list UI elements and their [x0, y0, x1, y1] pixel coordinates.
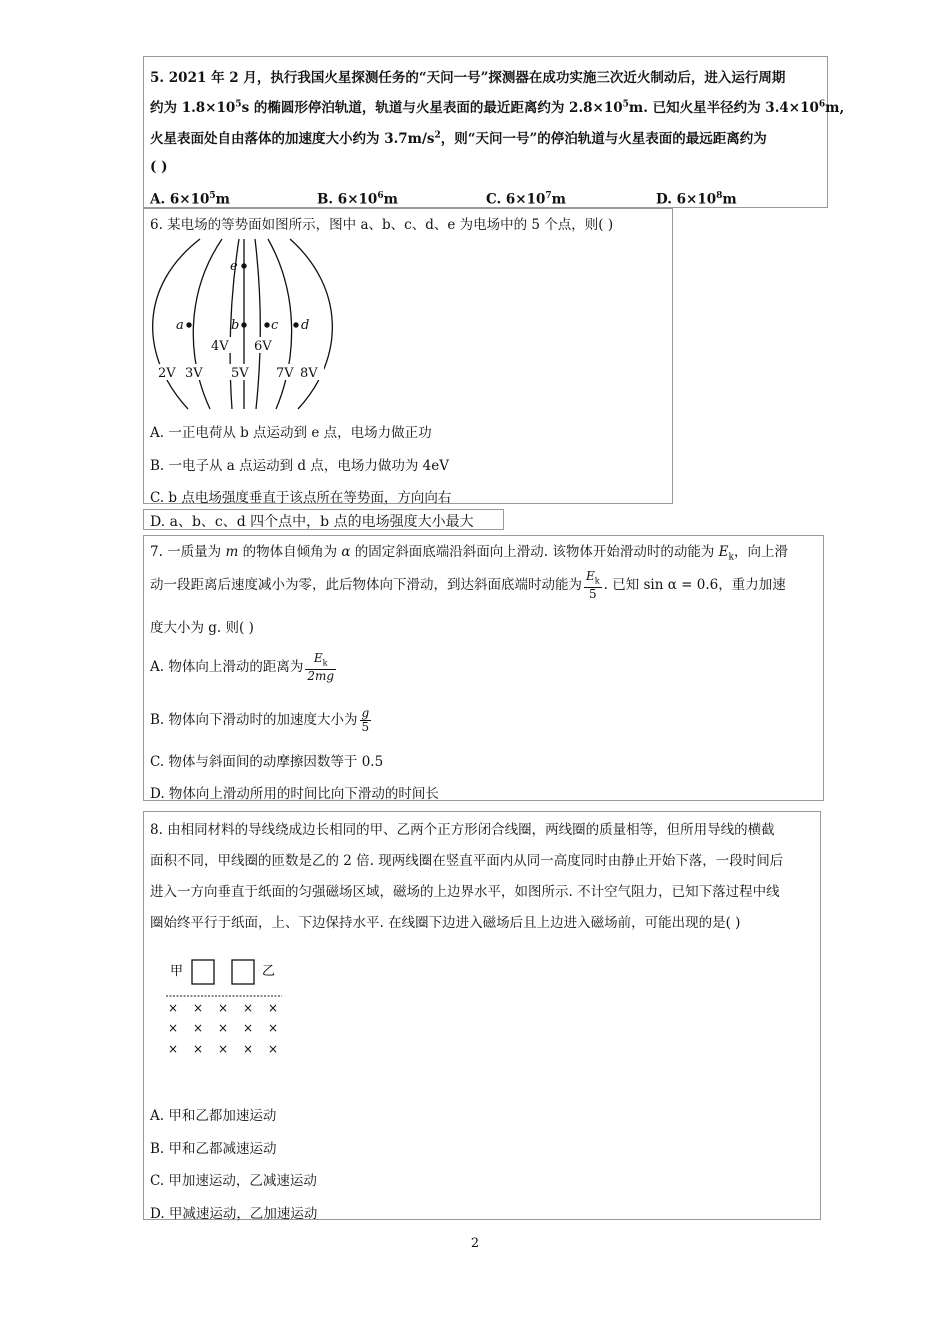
q5-option-d: D. $6\times 10^8m$: [656, 191, 737, 208]
q6-stem: 6. 某电场的等势面如图所示，图中 a、b、c、d、e 为电场中的 5 个点，则( ): [150, 217, 614, 233]
svg-text:×: ×: [218, 1042, 229, 1056]
q8-line-2: 面积不同，甲线圈的匝数是乙的 2 倍. 现两线圈在竖直平面内从同一高度同时由静止开始下落，一段时间后: [150, 853, 784, 869]
q5-option-c: C. $6\times 10^7m$: [486, 191, 566, 208]
label-jia: 甲: [170, 964, 184, 979]
svg-text:×: ×: [168, 1001, 179, 1015]
q6-option-c: C. b 点电场强度垂直于该点所在等势面，方向向右: [150, 490, 452, 506]
label-8v: 8V: [300, 366, 318, 381]
q7-fraction-g-over-5: $\frac{g}{5}$: [361, 706, 370, 734]
q7-fraction-ek-over-2mg: $\frac{E_k}{2mg}$: [307, 651, 335, 684]
coil-yi: [232, 960, 254, 984]
svg-text:×: ×: [218, 1001, 229, 1015]
q5-option-a: A. $6\times 10^5m$: [150, 191, 230, 208]
q5-line-1: 5. 2021 年 2 月，执行我国火星探测任务的“天问一号”探测器在成功实施三次近火制动后，进入运行周期: [150, 70, 786, 86]
q6-option-d-box: [143, 509, 504, 530]
q8-line-3: 进入一方向垂直于纸面的匀强磁场区域，磁场的上边界水平，如图所示. 不计空气阻力，已知下落过程中线: [150, 884, 780, 900]
q5-line-2: 约为 $1.8\times 10^5s$ 的椭圆形停泊轨道，轨道与火星表面的最近距离约为 $2.8\times 10^5m$. 已知火星半径约为 $3.4\times 10^6m$,: [150, 99, 845, 116]
label-d: d: [301, 318, 310, 333]
equipotential-diagram: [148, 237, 338, 417]
question-7: [143, 535, 824, 801]
q6-option-b: B. 一电子从 a 点运动到 d 点，电场力做功为 4eV: [150, 458, 449, 474]
svg-text:×: ×: [268, 1042, 279, 1056]
svg-text:×: ×: [243, 1042, 254, 1056]
coil-jia: [192, 960, 214, 984]
label-3v: 3V: [185, 366, 203, 381]
label-c: c: [271, 318, 279, 333]
point-c: [264, 322, 269, 327]
svg-text:×: ×: [168, 1021, 179, 1035]
svg-text:×: ×: [193, 1021, 204, 1035]
question-6: [143, 208, 673, 504]
svg-text:×: ×: [243, 1001, 254, 1015]
svg-text:×: ×: [193, 1001, 204, 1015]
label-5v: 5V: [231, 366, 249, 381]
point-d: [293, 322, 298, 327]
q7-line-3: 度大小为 g. 则( ): [150, 620, 254, 636]
q8-line-1: 8. 由相同材料的导线绕成边长相同的甲、乙两个正方形闭合线圈，两线圈的质量相等，但所用导线的横截: [150, 822, 775, 838]
question-5: [143, 56, 845, 208]
svg-text:×: ×: [218, 1021, 229, 1035]
q8-option-c: C. 甲加速运动，乙减速运动: [150, 1173, 317, 1189]
q6-option-a: A. 一正电荷从 b 点运动到 e 点，电场力做正功: [150, 425, 432, 441]
q7-line-1: 7. 一质量为 m 的物体自倾角为 α 的固定斜面底端沿斜面向上滑动. 该物体开始滑动时的动能为 $E_k$，向上滑: [150, 544, 788, 563]
q7-fraction-ek-over-5: $\frac{E_k}{5}$: [586, 569, 600, 602]
svg-text:×: ×: [243, 1021, 254, 1035]
q7-line-2: 动一段距离后速度减小为零，此后物体向下滑动，到达斜面底端时动能为 $\frac{E_k}{5}$ . 已知 sin α = 0.6，重力加速: [150, 569, 786, 602]
point-b: [241, 322, 246, 327]
magnetic-field-crosses: [168, 1001, 278, 1056]
q8-option-a: A. 甲和乙都加速运动: [150, 1108, 277, 1124]
q5-line-3: 火星表面处自由落体的加速度大小约为 $3.7m/s^2$，则“天问一号”的停泊轨道与火星表面的最远距离约为: [150, 130, 767, 147]
label-4v: 4V: [211, 339, 229, 354]
label-2v: 2V: [158, 366, 176, 381]
label-yi: 乙: [262, 964, 276, 979]
q8-option-b: B. 甲和乙都减速运动: [150, 1141, 277, 1157]
point-e: [241, 263, 246, 268]
label-a: a: [176, 318, 184, 333]
q5-line-4: ( ): [150, 159, 168, 175]
svg-text:×: ×: [193, 1042, 204, 1056]
equipotential-6v: [255, 239, 260, 409]
svg-text:×: ×: [268, 1001, 279, 1015]
label-7v: 7V: [276, 366, 294, 381]
q8-option-d: D. 甲减速运动，乙加速运动: [150, 1206, 318, 1222]
question-8: [143, 811, 821, 1220]
label-e: e: [230, 259, 238, 274]
q8-line-4: 圈始终平行于纸面，上、下边保持水平. 在线圈下边进入磁场后且上边进入磁场前，可能出现的是( ): [150, 915, 741, 931]
label-6v: 6V: [254, 339, 272, 354]
equipotential-3v: [193, 239, 222, 409]
label-b: b: [231, 318, 240, 333]
magnetic-field-diagram: [162, 952, 322, 1062]
point-a: [186, 322, 191, 327]
svg-text:×: ×: [268, 1021, 279, 1035]
q7-option-c: C. 物体与斜面间的动摩擦因数等于 0.5: [150, 754, 384, 770]
q7-option-b: B. 物体向下滑动时的加速度大小为 $\frac{g}{5}$: [150, 706, 370, 734]
q7-option-a: A. 物体向上滑动的距离为 $\frac{E_k}{2mg}$: [150, 651, 335, 684]
svg-text:×: ×: [168, 1042, 179, 1056]
q6-option-d: D. a、b、c、d 四个点中，b 点的电场强度大小最大: [150, 514, 474, 530]
q5-option-b: B. $6\times 10^6m$: [317, 191, 398, 208]
page-number: 2: [470, 1236, 480, 1251]
q7-option-d: D. 物体向上滑动所用的时间比向下滑动的时间长: [150, 786, 439, 802]
